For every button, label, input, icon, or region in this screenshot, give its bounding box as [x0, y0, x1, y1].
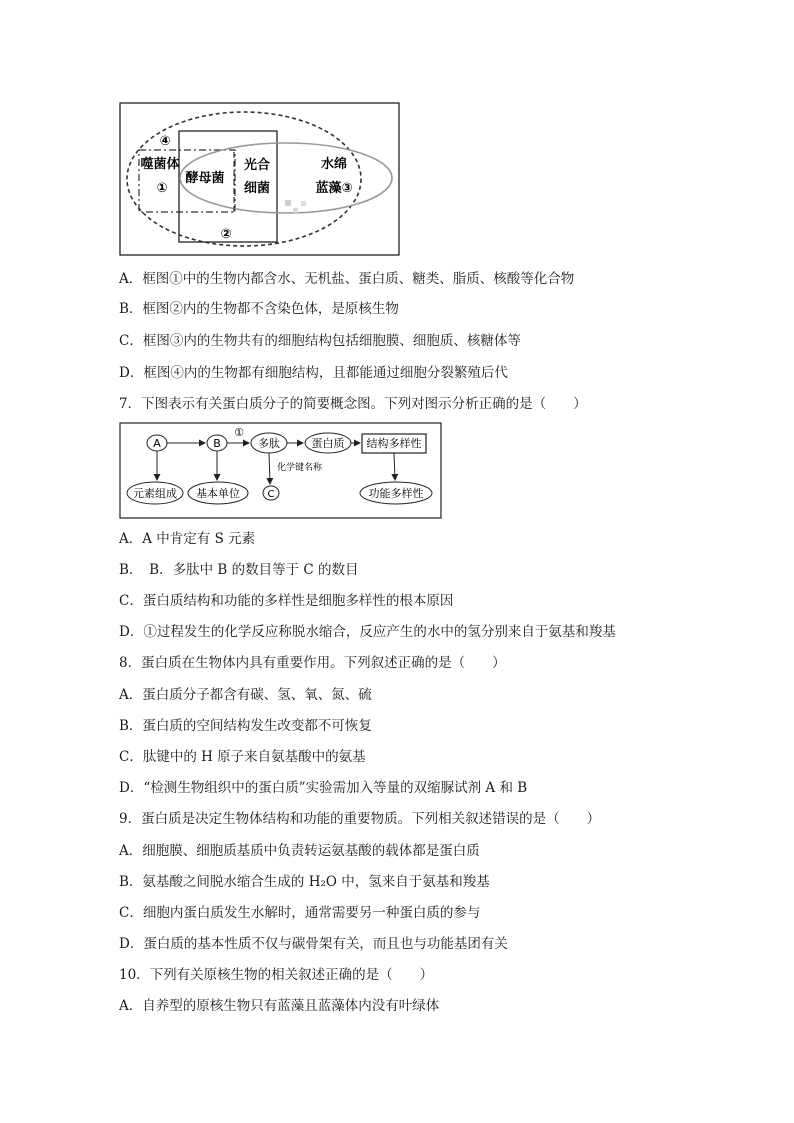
label-box2: ② [220, 227, 232, 242]
protein-concept-map [119, 422, 443, 520]
node-a: A [153, 437, 161, 450]
node-peptide: 多肽 [258, 437, 280, 450]
q10-stem: 10．下列有关原核生物的相关叙述正确的是（ ） [119, 967, 434, 983]
q8-stem: 8．蛋白质在生物体内具有重要作用。下列叙述正确的是（ ） [119, 655, 506, 671]
label-spirogyra: 水绵 [320, 157, 348, 172]
q6-option-d: D．框图④内的生物都有细胞结构，且都能通过细胞分裂繁殖后代 [119, 365, 508, 381]
label-cyanobacteria: 蓝藻③ [315, 181, 353, 196]
node-protein: 蛋白质 [311, 437, 345, 450]
q9-option-b: B．氨基酸之间脱水缩合生成的 H₂O 中，氢来自于氨基和羧基 [119, 874, 490, 890]
label-photosynthetic: 光合 [243, 158, 271, 173]
label-box1: ① [156, 181, 168, 196]
q9-stem: 9．蛋白质是决定生物体结构和功能的重要物质。下列相关叙述错误的是（ ） [119, 811, 601, 827]
q8-option-d: D．“检测生物组织中的蛋白质”实验需加入等量的双缩脲试剂 A 和 B [119, 780, 528, 796]
q7-option-b: B． B．多肽中 B 的数目等于 C 的数目 [119, 562, 359, 578]
node-b: B [213, 437, 221, 450]
label-bacteria: 细菌 [243, 181, 271, 196]
q6-option-b: B．框图②内的生物都不含染色体，是原核生物 [119, 301, 399, 317]
label-box4: ④ [159, 134, 171, 149]
q7-option-a: A．A 中肯定有 S 元素 [119, 531, 256, 547]
node-c: C [267, 489, 275, 500]
q9-option-a: A．细胞膜、细胞质基质中负责转运氨基酸的载体都是蛋白质 [119, 843, 480, 859]
q7-option-c: C．蛋白质结构和功能的多样性是细胞多样性的根本原因 [119, 593, 454, 609]
q8-option-c: C．肽键中的 H 原子来自氨基酸中的氨基 [119, 749, 366, 765]
q7-stem: 7．下图表示有关蛋白质分子的简要概念图。下列对图示分析正确的是（ ） [119, 396, 587, 412]
step-1-label: ① [234, 426, 244, 439]
q7-option-d: D．①过程发生的化学反应称脱水缩合，反应产生的水中的氢分别来自于氨基和羧基 [119, 624, 616, 640]
q9-option-d: D．蛋白质的基本性质不仅与碳骨架有关，而且也与功能基团有关 [119, 936, 508, 952]
chem-bond-label: 化学键名称 [277, 463, 323, 473]
q6-option-c: C．框图③内的生物共有的细胞结构包括细胞膜、细胞质、核糖体等 [119, 333, 521, 349]
node-basic-unit: 基本单位 [196, 487, 240, 500]
organism-venn-figure [119, 102, 401, 257]
q10-option-a: A．自养型的原核生物只有蓝藻且蓝藻体内没有叶绿体 [119, 998, 440, 1014]
q8-option-a: A．蛋白质分子都含有碳、氢、氧、氮、硫 [119, 687, 372, 703]
label-phage: 噬菌体 [140, 157, 180, 172]
node-elements: 元素组成 [133, 487, 177, 500]
q8-option-b: B．蛋白质的空间结构发生改变都不可恢复 [119, 718, 372, 734]
node-functional-diversity: 功能多样性 [368, 487, 424, 500]
node-structural-diversity: 结构多样性 [366, 437, 422, 450]
q6-option-a: A．框图①中的生物内都含水、无机盐、蛋白质、糖类、脂质、核酸等化合物 [119, 271, 575, 287]
q9-option-c: C．细胞内蛋白质发生水解时，通常需要另一种蛋白质的参与 [119, 905, 481, 921]
label-yeast: 酵母菌 [185, 171, 225, 186]
